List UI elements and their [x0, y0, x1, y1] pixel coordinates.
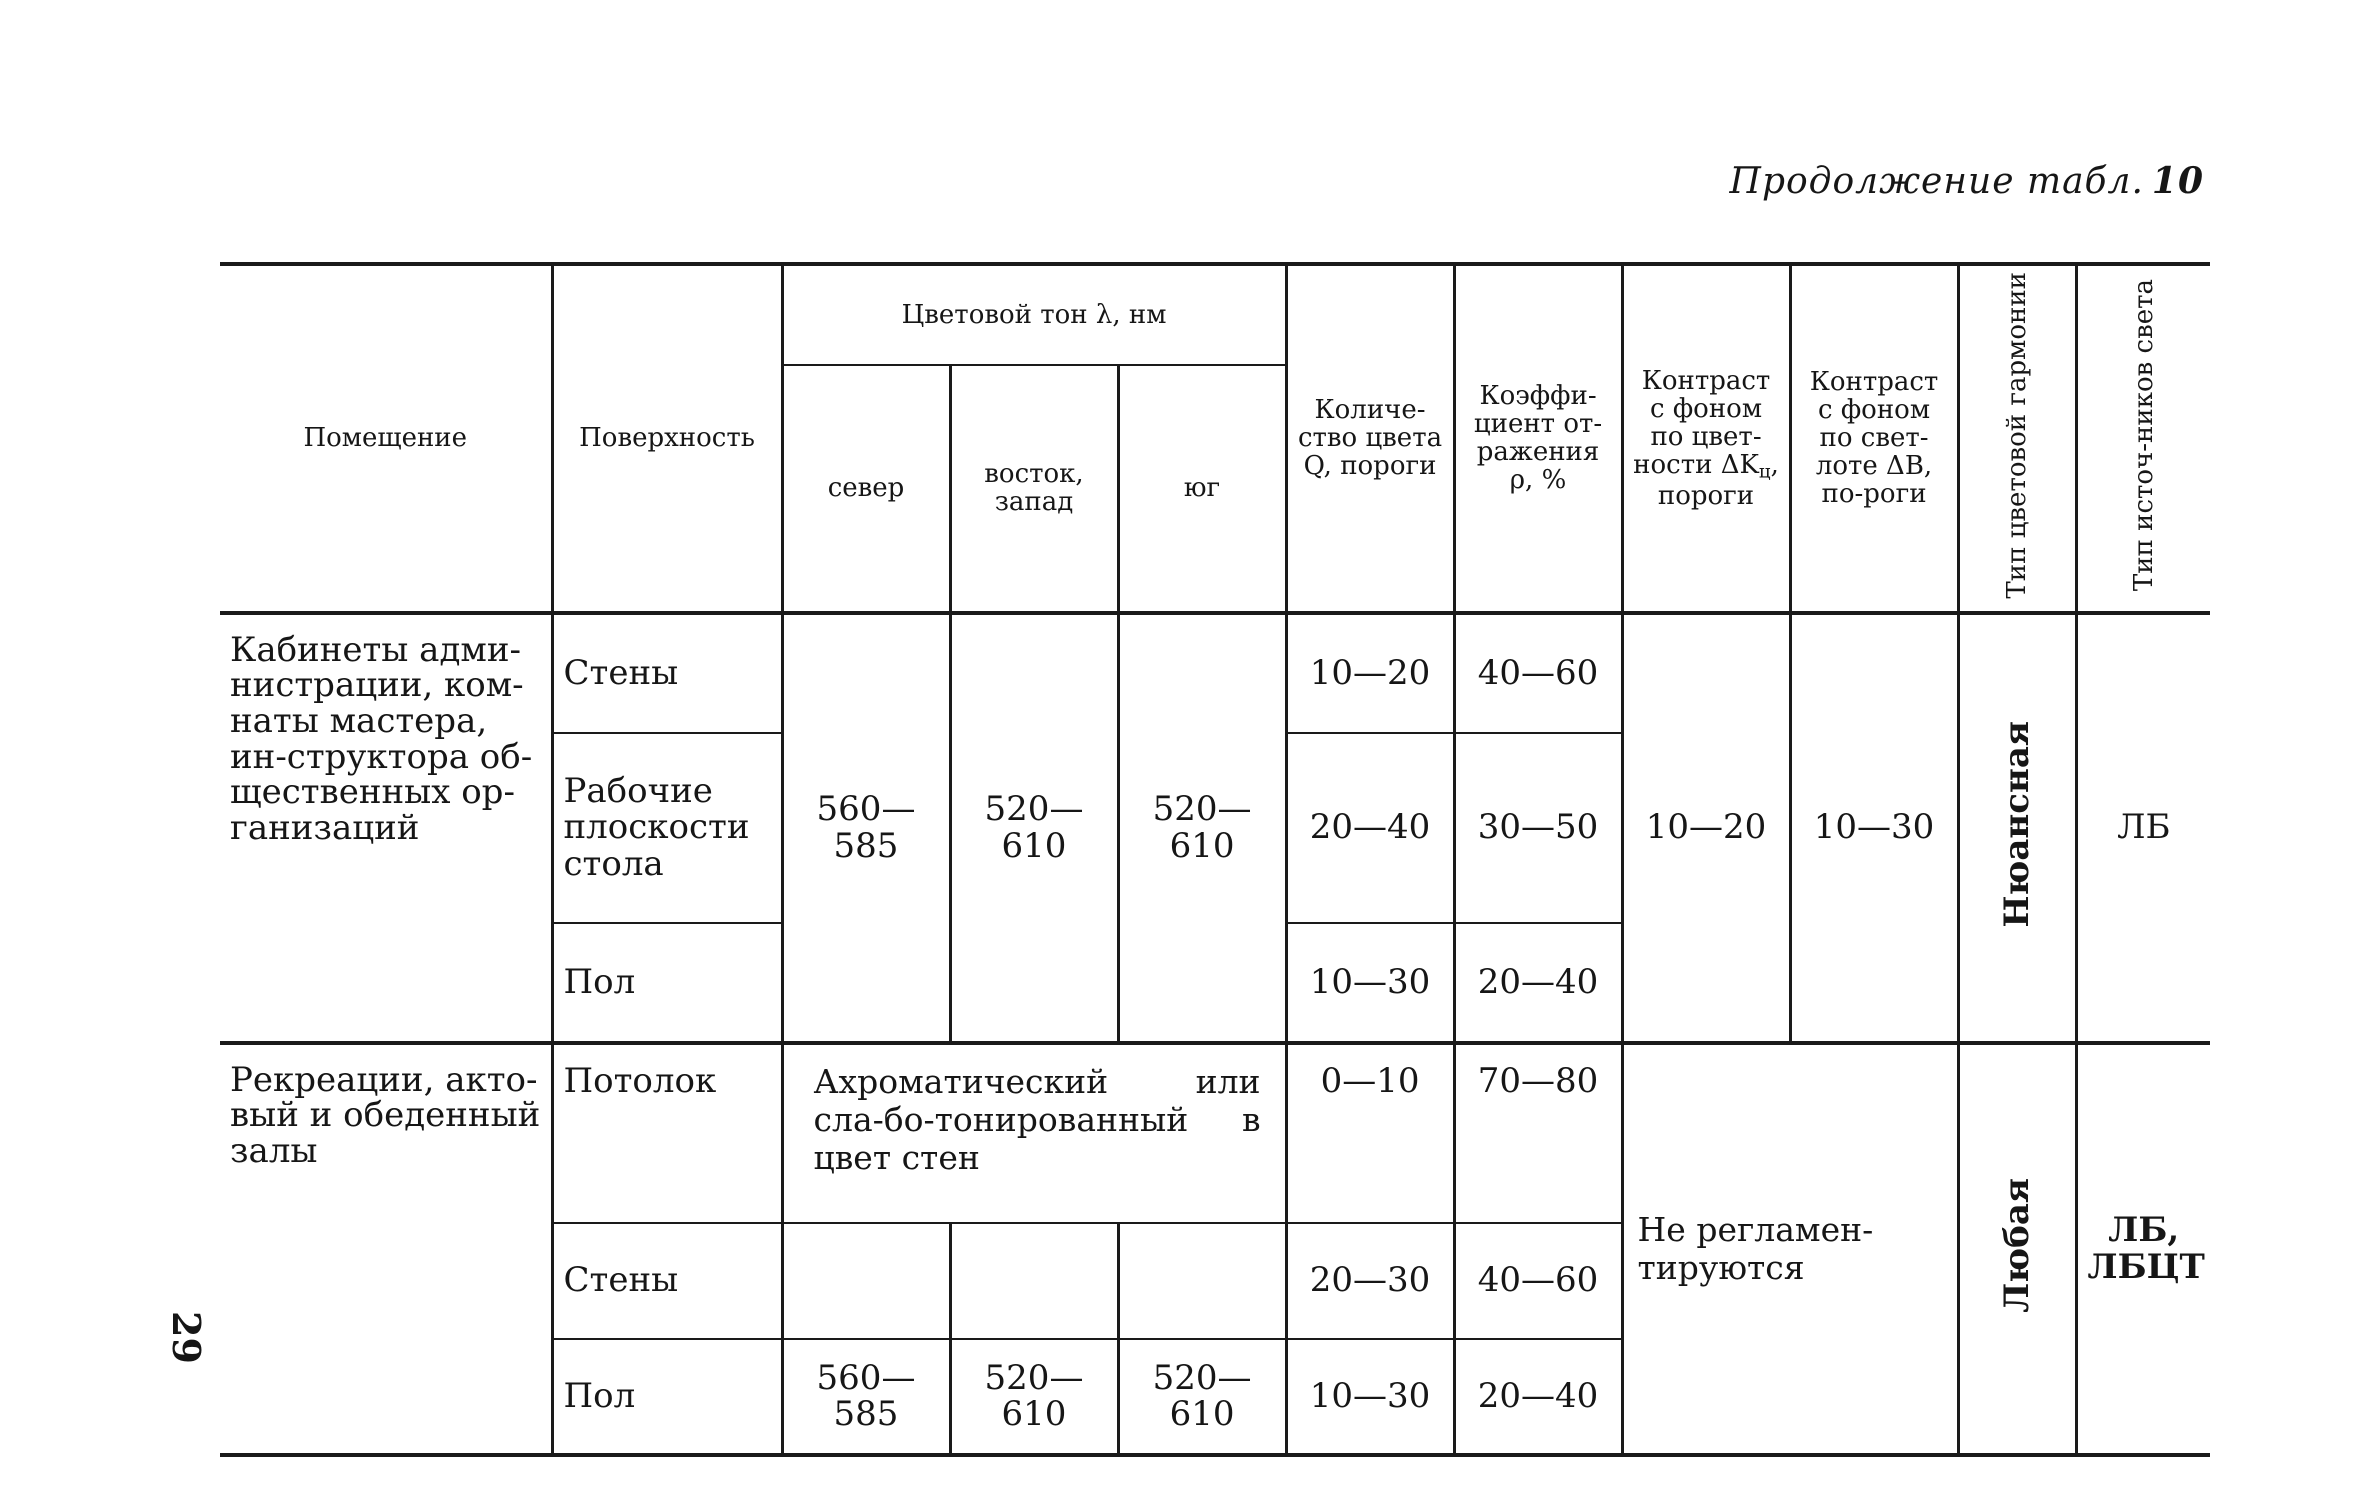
harmony-value: Любая: [1996, 1177, 2037, 1313]
lighting-color-table: [220, 262, 2210, 1457]
column-header-hue-north: север: [782, 365, 950, 613]
surface-cell: Рабочие плоскости стола: [552, 733, 782, 923]
continuation-label: Продолжение табл.: [1729, 161, 2144, 202]
harmony-cell: [1958, 1043, 2076, 1455]
page-number: 29: [163, 1311, 209, 1364]
column-header-hue-south: юг: [1118, 365, 1286, 613]
surface-cell: Стены: [552, 613, 782, 733]
reflection-cell: 30—50: [1454, 733, 1622, 923]
column-header-hue-group: Цветовой тон λ, нм: [782, 264, 1286, 365]
contrast-hue-prefix: Контраст с фоном по цвет-ности ΔK: [1633, 365, 1771, 480]
column-header-harmony: [1958, 264, 2076, 613]
contrast-note-cell: Не регламен-тируются: [1622, 1043, 1958, 1455]
reflection-cell: 70—80: [1454, 1043, 1622, 1223]
reflection-cell: 20—40: [1454, 1339, 1622, 1455]
surface-cell: Пол: [552, 923, 782, 1043]
reflection-cell: 40—60: [1454, 613, 1622, 733]
column-header-contrast-light: Контраст с фоном по свет-лоте ΔB, по-роги: [1790, 264, 1958, 613]
column-header-contrast-hue: [1622, 264, 1790, 613]
contrast-light-cell: 10—30: [1790, 613, 1958, 1043]
reflection-cell: 20—40: [1454, 923, 1622, 1043]
quantity-cell: 10—30: [1286, 923, 1454, 1043]
surface-cell: Пол: [552, 1339, 782, 1455]
quantity-cell: 20—40: [1286, 733, 1454, 923]
ceiling-note-cell: Ахроматический или сла-бо-тонированный в цвет стен: [782, 1043, 1286, 1223]
column-header-surface: Поверхность: [552, 264, 782, 613]
light-source-header-text: Тип источ-ников света: [2128, 279, 2159, 592]
room-cell: Кабинеты адми-нистрации, ком-наты мастера, ин-структора об-щественных ор-ганизаций: [220, 613, 552, 1043]
hue-east-west-cell: 520—610: [950, 613, 1118, 1043]
hue-east-west-cell: [950, 1223, 1118, 1339]
quantity-cell: 0—10: [1286, 1043, 1454, 1223]
column-header-room: Помещение: [220, 264, 552, 613]
table-header: [220, 264, 2210, 613]
room-cell: Рекреации, акто-вый и обеденный залы: [220, 1043, 552, 1455]
hue-east-west-cell: 520—610: [950, 1339, 1118, 1455]
hue-north-cell: [782, 1223, 950, 1339]
hue-south-cell: 520—610: [1118, 1339, 1286, 1455]
harmony-cell: [1958, 613, 2076, 1043]
table-continuation-caption: [1730, 160, 2204, 202]
contrast-hue-cell: 10—20: [1622, 613, 1790, 1043]
light-source-cell: ЛБ: [2076, 613, 2210, 1043]
surface-cell: Потолок: [552, 1043, 782, 1223]
hue-north-cell: 560—585: [782, 1339, 950, 1455]
contrast-hue-suffix: , пороги: [1657, 449, 1779, 511]
table-body: [220, 613, 2210, 1455]
table: [220, 262, 2210, 1457]
reflection-cell: 40—60: [1454, 1223, 1622, 1339]
hue-north-cell: 560—585: [782, 613, 950, 1043]
column-header-reflection: Коэффи-циент от-ражения ρ, %: [1454, 264, 1622, 613]
column-header-hue-east-west: восток, запад: [950, 365, 1118, 613]
quantity-cell: 10—30: [1286, 1339, 1454, 1455]
table-number: 10: [2151, 160, 2204, 202]
light-source-cell: ЛБ, ЛБЦТ: [2076, 1043, 2210, 1455]
quantity-cell: 10—20: [1286, 613, 1454, 733]
harmony-header-text: Тип цветовой гармонии: [2001, 272, 2032, 599]
column-header-quantity: Количе-ство цвета Q, пороги: [1286, 264, 1454, 613]
quantity-cell: 20—30: [1286, 1223, 1454, 1339]
hue-south-cell: [1118, 1223, 1286, 1339]
surface-cell: Стены: [552, 1223, 782, 1339]
column-header-light-source: [2076, 264, 2210, 613]
table-row: [220, 613, 2210, 733]
harmony-value: Нюансная: [1996, 720, 2037, 928]
hue-south-cell: 520—610: [1118, 613, 1286, 1043]
contrast-hue-subscript: ц: [1758, 461, 1771, 483]
table-row: [220, 1043, 2210, 1223]
